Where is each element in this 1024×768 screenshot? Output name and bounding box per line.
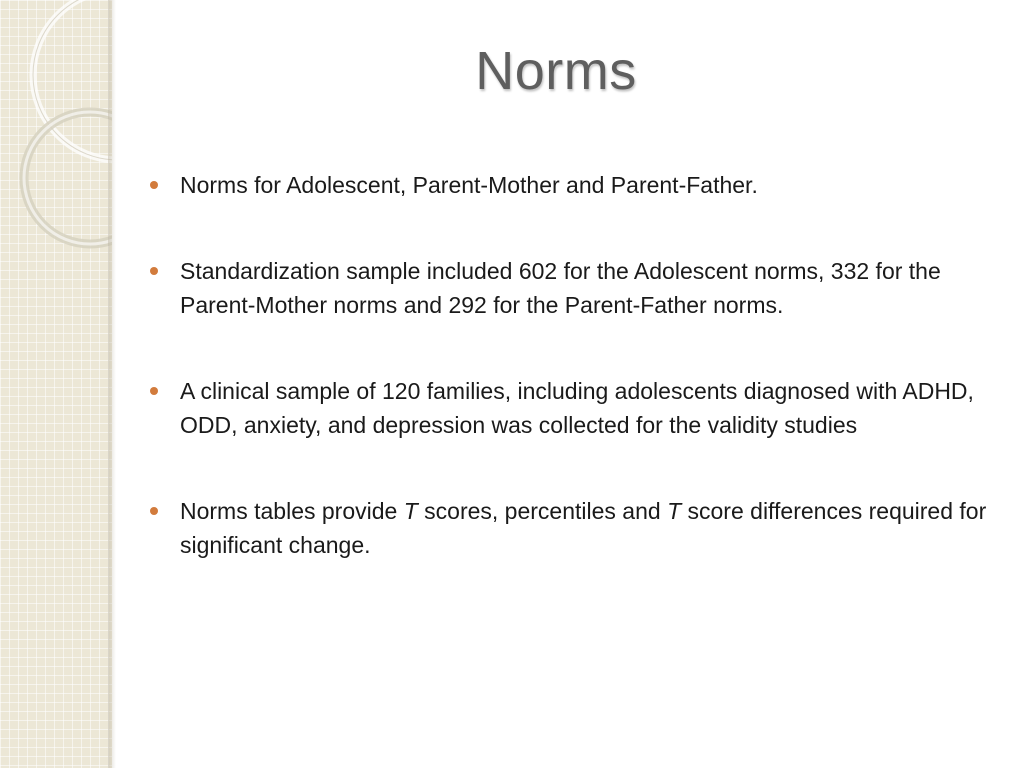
bullet-dot-icon xyxy=(150,267,158,275)
bullet-text xyxy=(180,498,986,559)
bullet-text-segment: Norms tables provide xyxy=(180,497,404,524)
small-ring xyxy=(24,112,112,244)
bullet-dot-icon xyxy=(150,181,158,189)
decorative-side-panel xyxy=(0,0,112,768)
bullet-item xyxy=(150,168,990,203)
panel-shadow-edge xyxy=(108,0,116,768)
bullet-text: A clinical sample of 120 families, including adolescents diagnosed with ADHD, ODD, anxiety, and depression was collected for the validity studies xyxy=(180,377,974,438)
italic-t-symbol: T xyxy=(667,497,682,524)
bullet-text: Standardization sample included 602 for the Adolescent norms, 332 for the Parent-Mother norms and 292 for the Parent-Father norms. xyxy=(180,257,941,318)
bullet-item xyxy=(150,374,990,443)
bullet-text-segment: scores, percentiles and xyxy=(417,497,668,524)
slide-title: Norms xyxy=(475,41,637,101)
italic-t-symbol: T xyxy=(403,497,418,524)
bullet-dot-icon xyxy=(150,507,158,515)
bullet-item xyxy=(150,254,990,323)
bullet-text: Norms for Adolescent, Parent-Mother and Parent-Father. xyxy=(180,172,758,198)
bullet-dot-icon xyxy=(150,387,158,395)
decorative-rings xyxy=(0,0,112,768)
bullet-text-segment: score differences required for significant change. xyxy=(180,497,987,558)
bullet-list xyxy=(150,168,990,563)
bullet-item xyxy=(150,494,990,563)
